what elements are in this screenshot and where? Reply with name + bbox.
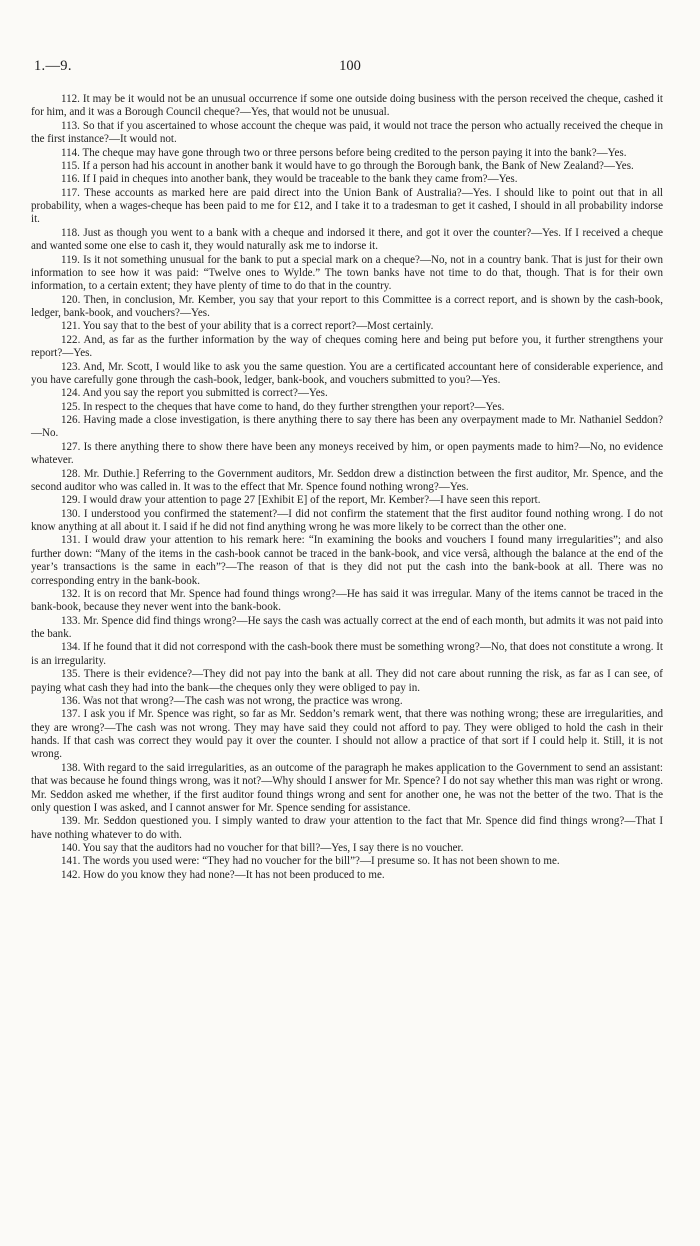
paragraph-115: 115. If a person had his account in another bank it would have to go through the Borough bank, the Bank of New Zealand?—Yes. (61, 159, 634, 172)
page-number: 100 (339, 58, 361, 74)
paragraph-140: 140. You say that the auditors had no voucher for that bill?—Yes, I say there is no voucher. (61, 842, 464, 854)
page-body (31, 93, 663, 882)
paragraph-138: 138. With regard to the said irregularities, as an outcome of the paragraph he makes application to the Government to send an assistant: that was because he found things wrong, was it not?—Why should I answer for Mr. Spence? I do not say whether this man was right or wrong. Mr. Seddon asked me whether, if the first auditor found things wrong and sent for another one, he was not the better of the two. That is the only question I was asked, and I cannot answer for Mr. Spence sending for assistance. (31, 761, 663, 814)
paragraph-126: 126. Having made a close investigation, is there anything there to say there has been any overpayment made to Mr. Nathaniel Seddon?—No. (31, 414, 663, 440)
paragraph-142: 142. How do you know they had none?—It has not been produced to me. (61, 868, 385, 881)
paragraph-123: 123. And, Mr. Scott, I would like to ask you the same question. You are a certificated accountant here of considerable experience, and you have carefully gone through the cash-book, ledger, bank-book, and vouchers submitted to you?—Yes. (31, 360, 663, 386)
paragraph-141: 141. The words you used were: “They had no voucher for the bill”?—I presume so. It has not been shown to me. (61, 855, 560, 868)
paragraph-122: 122. And, as far as the further information by the way of cheques coming here and being put before you, it further strengthens your report?—Yes. (31, 333, 663, 360)
paragraph-125: 125. In respect to the cheques that have come to hand, do they further strengthen your report?—Yes. (61, 400, 505, 413)
paragraph-119: 119. Is it not something unusual for the bank to put a special mark on a cheque?—No, not in a country bank. That is just for their own information to see how it was paid: “Twelve ones to Wylde.” The town banks have not time to do that, though. That is for their own information, to a certain extent; they have plenty of time to do that in the country. (31, 253, 663, 293)
paragraph-130: 130. I understood you confirmed the statement?—I did not confirm the statement that the first auditor found nothing wrong. I do not know anything at all about it. I said if he did not find anything wrong he was more likely to be correct than the other one. (31, 507, 663, 533)
paragraph-114: 114. The cheque may have gone through two or three persons before being credited to the person paying it into the bank?—Yes. (61, 146, 627, 159)
paragraph-116: 116. If I paid in cheques into another bank, they would be traceable to the bank they came from?—Yes. (61, 173, 518, 186)
paragraph-134: 134. If he found that it did not correspond with the cash-book there must be something wrong?—No, that does not constitute a wrong. It is an irregularity. (31, 641, 663, 667)
paragraph-117: 117. These accounts as marked here are paid direct into the Union Bank of Australia?—Yes. I should like to point out that in all probability, when a wages-cheque has been paid to me for £12, and I take it to a tradesman to get it cashed, I should in all probability indorse it. (31, 186, 663, 226)
paragraph-131: 131. I would draw your attention to his remark here: “In examining the books and vouchers I found many irregularities”; and also further down: “Many of the items in the cash-book cannot be traced in the bank-book, and vice versâ, although the balance at the end of the year’s transactions is the same in each”?—The reason of that is they did not put the cash into the bank-book at all. There was no corresponding entry in the bank-book. (31, 534, 663, 587)
section-reference: 1.—9. (34, 58, 72, 74)
paragraph-135: 135. There is their evidence?—They did not pay into the bank at all. They did not care about running the risk, as far as I can see, of paying what cash they had into the bank—the cheques only they were obliged to pay in. (31, 668, 663, 694)
paragraph-133: 133. Mr. Spence did find things wrong?—He says the cash was actually correct at the end of each month, but admits it was not paid into the bank. (31, 614, 663, 640)
page-header (0, 58, 700, 78)
paragraph-120: 120. Then, in conclusion, Mr. Kember, you say that your report to this Committee is a correct report, and is shown by the cash-book, ledger, bank-book, and vouchers?—Yes. (31, 293, 663, 319)
paragraph-113: 113. So that if you ascertained to whose account the cheque was paid, it would not trace the person who actually received the cheque in the first instance?—It would not. (31, 119, 663, 146)
paragraph-132: 132. It is on record that Mr. Spence had found things wrong?—He has said it was irregular. Many of the items cannot be traced in the bank-book, because they never went into the bank-book. (31, 587, 663, 614)
paragraph-136: 136. Was not that wrong?—The cash was not wrong, the practice was wrong. (61, 694, 403, 707)
paragraph-128: 128. Mr. Duthie.] Referring to the Government auditors, Mr. Seddon drew a distinction between the first auditor, Mr. Spence, and the second auditor who was called in. It was to the effect that Mr. Spence found nothing wrong?—Yes. (31, 467, 663, 493)
paragraph-129: 129. I would draw your attention to page 27 [Exhibit E] of the report, Mr. Kember?—I have seen this report. (61, 494, 541, 507)
paragraph-124: 124. And you say the report you submitted is correct?—Yes. (61, 387, 328, 400)
paragraph-112: 112. It may be it would not be an unusual occurrence if some one outside doing business with the person received the cheque, cashed it for him, and it was a Borough Council cheque?—Yes, that would not be unusual. (31, 93, 663, 119)
paragraph-121: 121. You say that to the best of your ability that is a correct report?—Most certainly. (61, 320, 434, 333)
paragraph-118: 118. Just as though you went to a bank with a cheque and indorsed it there, and got it over the counter?—Yes. If I received a cheque and wanted some one else to cash it, they would naturally ask me to indorse it. (31, 226, 663, 253)
paragraph-127: 127. Is there anything there to show there have been any moneys received by him, or open payments made to him?—No, no evidence whatever. (31, 440, 663, 467)
paragraph-137: 137. I ask you if Mr. Spence was right, so far as Mr. Seddon’s remark went, that there was nothing wrong; these are irregularities, and they are wrong?—The cash was not wrong. They may have said they could not afford to pay. They were obliged to hold the cash in their hands. If that cash was correct they would pay it over the counter. I should not allow a practice of that sort if I could help it. Still, it is not wrong. (31, 708, 663, 761)
paragraph-139: 139. Mr. Seddon questioned you. I simply wanted to draw your attention to the fact that Mr. Spence did find things wrong?—That I have nothing whatever to do with. (31, 815, 663, 841)
